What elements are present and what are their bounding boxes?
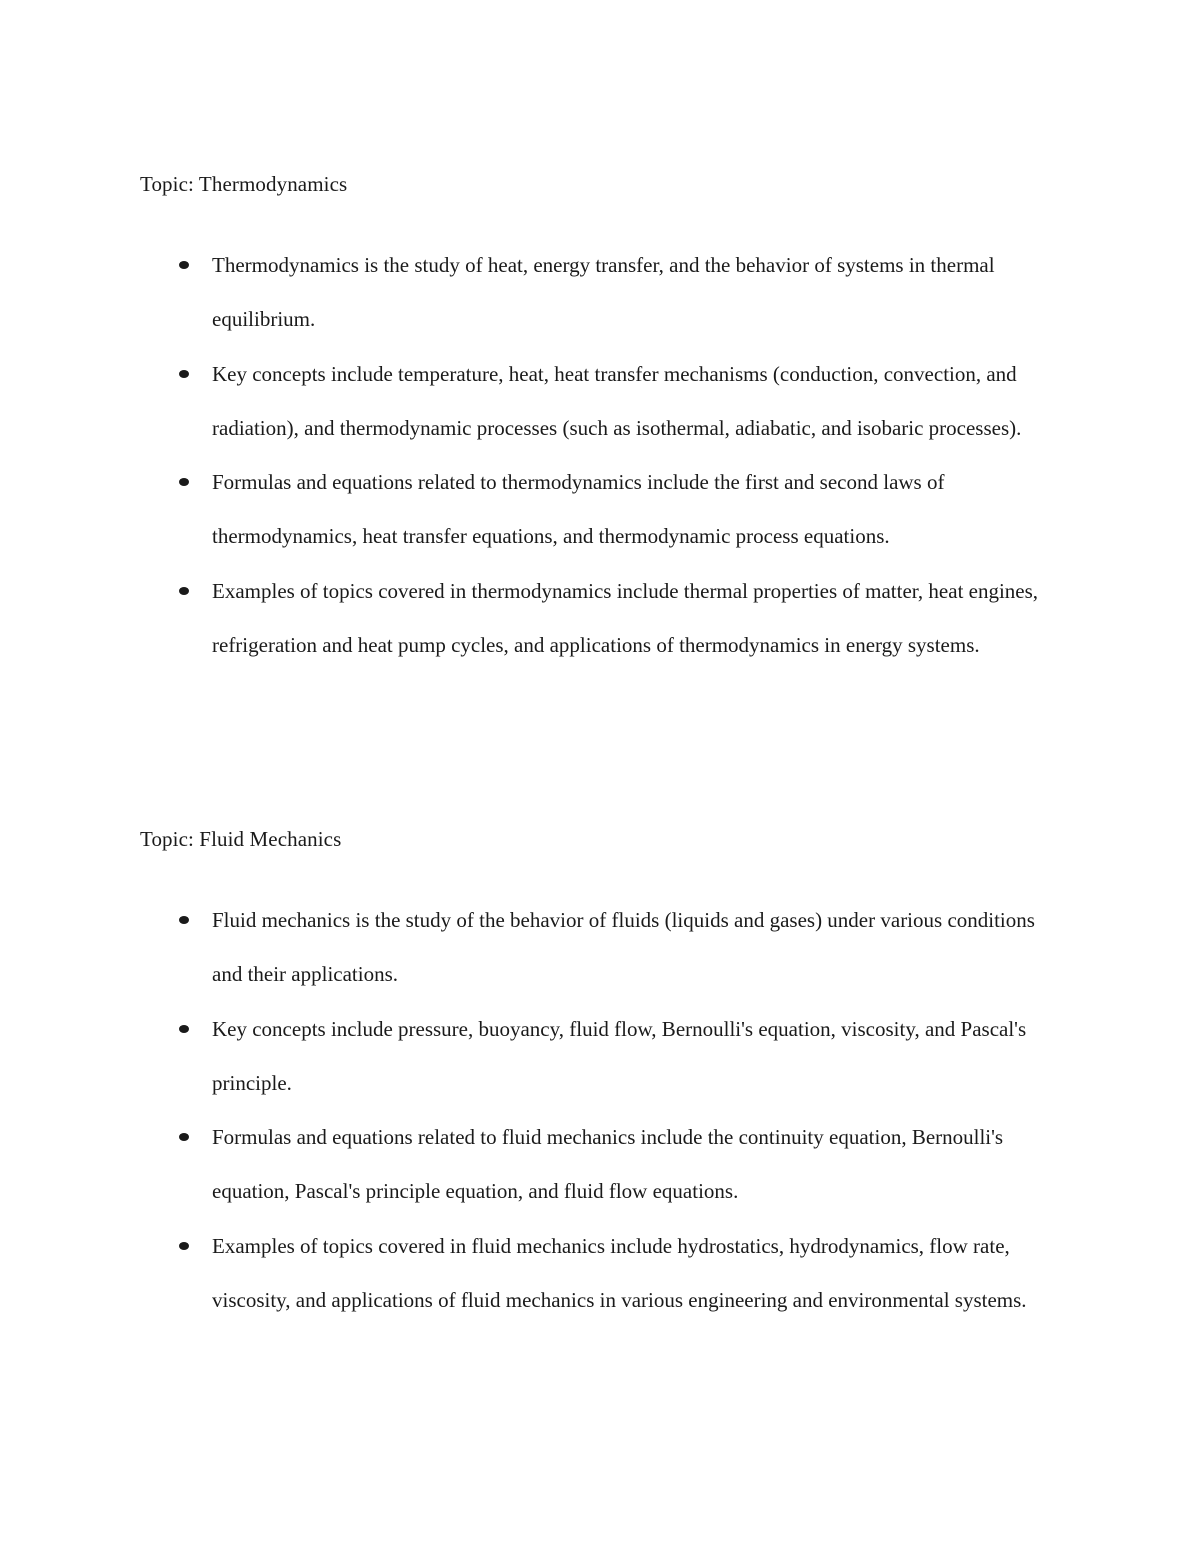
- list-item: [140, 238, 1070, 347]
- bullet-icon: [179, 370, 189, 378]
- list-item-text: Thermodynamics is the study of heat, energy transfer, and the behavior of systems in thermal equilibrium.: [212, 253, 995, 332]
- bullet-icon: [179, 261, 189, 269]
- bullet-icon: [179, 478, 189, 486]
- list-item-text: Key concepts include temperature, heat, heat transfer mechanisms (conduction, convection, and radiation), and thermodynamic processes (such as isothermal, adiabatic, and isobaric processes).: [212, 361, 1022, 440]
- list-item: [140, 1002, 1070, 1111]
- bullet-list: [140, 238, 1070, 672]
- list-item: [140, 1219, 1070, 1328]
- list-item-text: Fluid mechanics is the study of the behavior of fluids (liquids and gases) under various conditions and their applications.: [212, 908, 1035, 987]
- bullet-icon: [179, 587, 189, 595]
- bullet-icon: [179, 1242, 189, 1250]
- list-item-text: Key concepts include pressure, buoyancy, fluid flow, Bernoulli's equation, viscosity, and Pascal's principle.: [212, 1016, 1027, 1095]
- bullet-list: [140, 893, 1070, 1327]
- topic-heading: Topic: Thermodynamics: [140, 172, 348, 196]
- list-item: [140, 893, 1070, 1002]
- section-fluid-mechanics: [140, 823, 1070, 1327]
- list-item: [140, 455, 1070, 564]
- bullet-icon: [179, 1025, 189, 1033]
- bullet-icon: [179, 1133, 189, 1141]
- list-item-text: Formulas and equations related to fluid mechanics include the continuity equation, Bernoulli's equation, Pascal's principle equation, and fluid flow equations.: [212, 1125, 1004, 1204]
- section-thermodynamics: [140, 168, 1070, 672]
- topic-heading: Topic: Fluid Mechanics: [140, 827, 342, 851]
- bullet-icon: [179, 916, 189, 924]
- list-item-text: Examples of topics covered in thermodynamics include thermal properties of matter, heat engines, refrigeration and heat pump cycles, and applications of thermodynamics in energy systems.: [212, 578, 1039, 658]
- list-item: [140, 347, 1070, 456]
- list-item: [140, 564, 1070, 673]
- list-item-text: Formulas and equations related to thermodynamics include the first and second laws of thermodynamics, heat transfer equations, and thermodynamic process equations.: [212, 470, 945, 549]
- list-item-text: Examples of topics covered in fluid mechanics include hydrostatics, hydrodynamics, flow rate, viscosity, and applications of fluid mechanics in various engineering and environmental systems.: [212, 1233, 1027, 1313]
- list-item: [140, 1110, 1070, 1219]
